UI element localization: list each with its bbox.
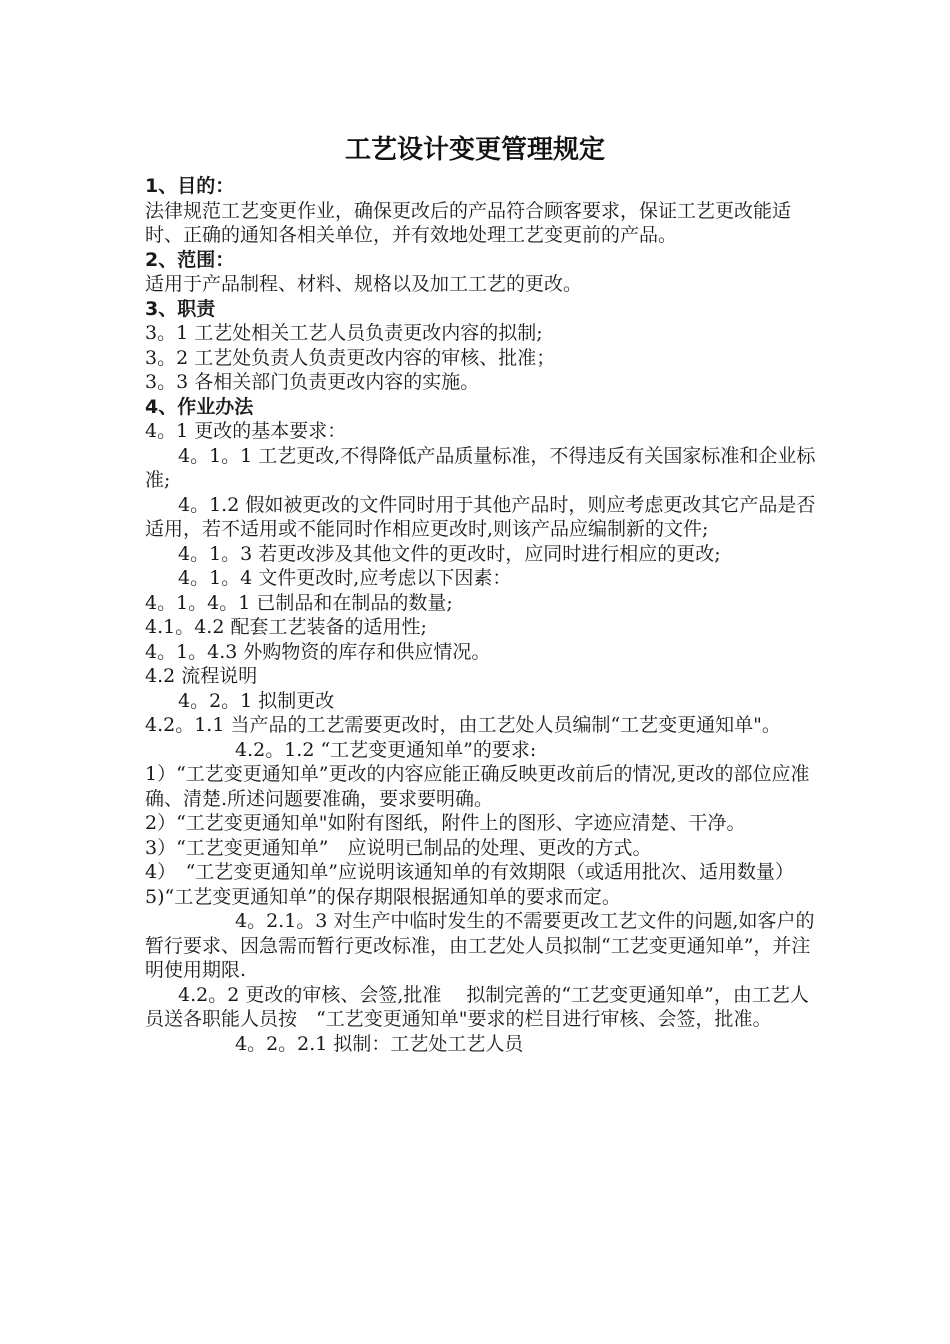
requirement-3: 3）“工艺变更通知单” 应说明已制品的处理、更改的方式。	[145, 836, 652, 859]
section-4-2-1-2: 4.2。1.2 “工艺变更通知单”的要求:	[235, 738, 537, 761]
section-4-1-4: 4。1。4 文件更改时,应考虑以下因素：	[178, 567, 512, 589]
requirement-1: 1）“工艺变更通知单”更改的内容应能正确反映更改前后的情况,更改的部位应准确、清楚.所述问题要准确，要求要明确。	[145, 763, 810, 810]
section-4-2-2: 4.2。2 更改的审核、会签,批准 拟制完善的“工艺变更通知单”，由工艺人员送各职能人员按 “工艺变更通知单"要求的栏目进行审核、会签，批准。	[145, 983, 809, 1030]
section-2-heading: 2、范围：	[145, 248, 235, 271]
section-4-1-1: 4。1。1 工艺更改,不得降低产品质量标准，不得违反有关国家标准和企业标准;	[145, 444, 816, 491]
document-title: 工艺设计变更管理规定	[344, 135, 605, 165]
section-4-1-4-3: 4。1。4.3 外购物资的库存和供应情况。	[145, 640, 491, 663]
requirement-4: 4） “工艺变更通知单”应说明该通知单的有效期限（或适用批次、适用数量）	[145, 861, 795, 883]
requirement-2: 2）“工艺变更通知单"如附有图纸，附件上的图形、字迹应清楚、干净。	[145, 812, 746, 834]
section-4-1-2: 4。1.2 假如被更改的文件同时用于其他产品时，则应考虑更改其它产品是否适用，若不适用或不能同时作相应更改时,则该产品应编制新的文件;	[145, 493, 816, 540]
section-4-2-1: 4。2。1 拟制更改	[178, 689, 335, 712]
section-3-2: 3。2 工艺处负责人负责更改内容的审核、批准；	[145, 346, 556, 369]
section-3-1: 3。1 工艺处相关工艺人员负责更改内容的拟制;	[145, 322, 543, 344]
section-2-text: 适用于产品制程、材料、规格以及加工工艺的更改。	[145, 273, 583, 295]
section-3-3: 3。3 各相关部门负责更改内容的实施。	[145, 371, 480, 393]
section-4-2-1-1: 4.2。1.1 当产品的工艺需要更改时，由工艺处人员编制“工艺变更通知单"。	[145, 714, 781, 736]
section-3-heading: 3、职责	[145, 297, 216, 320]
section-4-2: 4.2 流程说明	[145, 665, 258, 687]
section-4-1: 4。1 更改的基本要求：	[145, 420, 347, 442]
section-1-heading: 1、目的：	[145, 175, 235, 197]
section-4-1-4-1: 4。1。4。1 已制品和在制品的数量;	[145, 591, 453, 614]
requirement-5: 5)“工艺变更通知单”的保存期限根据通知单的要求而定。	[145, 885, 621, 908]
section-4-2-2-1: 4。2。2.1 拟制：工艺处工艺人员	[235, 1032, 524, 1055]
section-1-text: 法律规范工艺变更作业，确保更改后的产品符合顾客要求，保证工艺更改能适时、正确的通知各相关单位，并有效地处理工艺变更前的产品。	[145, 199, 792, 246]
section-4-1-4-2: 4.1。4.2 配套工艺装备的适用性;	[145, 616, 427, 638]
document-body	[145, 174, 817, 1056]
section-4-1-3: 4。1。3 若更改涉及其他文件的更改时，应同时进行相应的更改;	[178, 542, 721, 565]
section-4-2-1-3: 4。2.1。3 对生产中临时发生的不需要更改工艺文件的问题,如客户的暂行要求、因急需而暂行更改标准，由工艺处人员拟制“工艺变更通知单”，并注明使用期限.	[145, 910, 815, 981]
section-4-heading: 4、作业办法	[145, 395, 254, 418]
